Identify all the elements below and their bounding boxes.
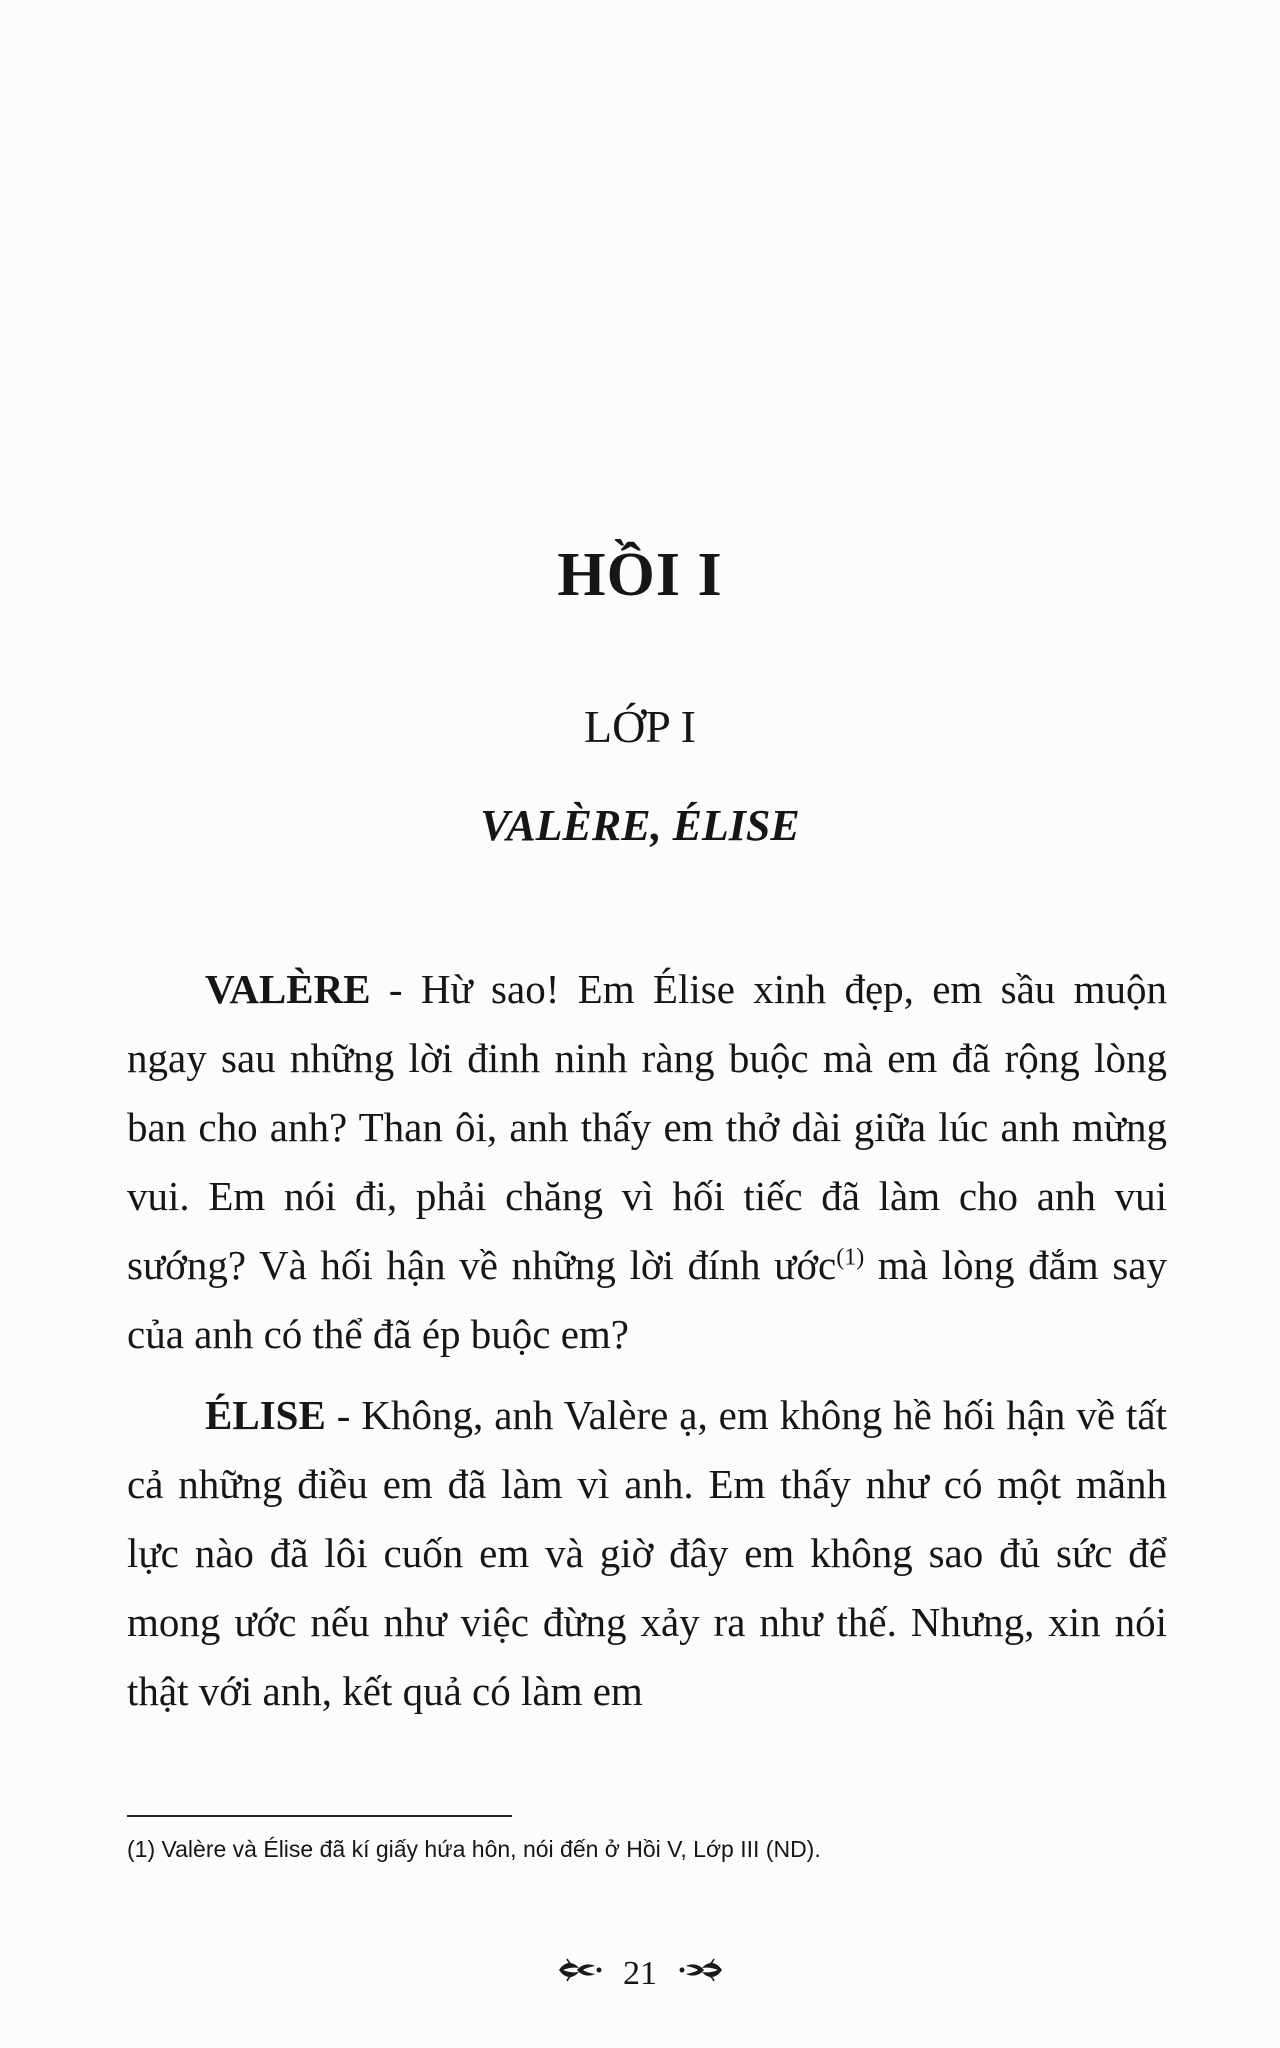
speaker-name: ÉLISE xyxy=(205,1392,326,1438)
scene-title: LỚP I xyxy=(583,701,696,752)
floral-ornament-icon xyxy=(555,1955,605,1994)
dialogue-text: - Hừ sao! Em Élise xinh đẹp, em sầu muộn ngay sau những lời đinh ninh ràng buộc mà em đã rộng lòng ban cho anh? Than ôi, anh thấy em thở dài giữa lúc anh mừng vui. Em nói đi, phải chăng vì hối tiếc đã làm cho anh vui sướng? Và hối hận về những lời đính ước xyxy=(127,966,1167,1288)
dialogue-paragraph-elise xyxy=(127,1381,1167,1726)
page-folio xyxy=(0,1953,1280,1994)
scene-characters: VALÈRE, ÉLISE xyxy=(480,801,800,850)
footnote: (1) Valère và Élise đã kí giấy hứa hôn, nói đến ở Hồi V, Lớp III (ND). xyxy=(127,1836,821,1862)
footnote-divider xyxy=(127,1815,512,1817)
page-number: 21 xyxy=(623,1955,657,1993)
dialogue-body xyxy=(127,955,1167,1738)
floral-ornament-icon xyxy=(676,1955,726,1994)
dialogue-text-continued: mà lòng đắm say của anh có thể đã ép buộc em? xyxy=(127,1242,1167,1357)
dialogue-paragraph-valere xyxy=(127,955,1167,1369)
dialogue-text: - Không, anh Valère ạ, em không hề hối hận về tất cả những điều em đã làm vì anh. Em thấy như có một mãnh lực nào đã lôi cuốn em và giờ đây em không sao đủ sức để mong ước nếu như việc đừng xảy ra như thế. Nhưng, xin nói thật với anh, kết quả có làm em xyxy=(127,1392,1167,1714)
act-title: HỒI I xyxy=(557,541,723,609)
speaker-name: VALÈRE xyxy=(205,966,371,1012)
footnote-reference: (1) xyxy=(836,1244,865,1271)
